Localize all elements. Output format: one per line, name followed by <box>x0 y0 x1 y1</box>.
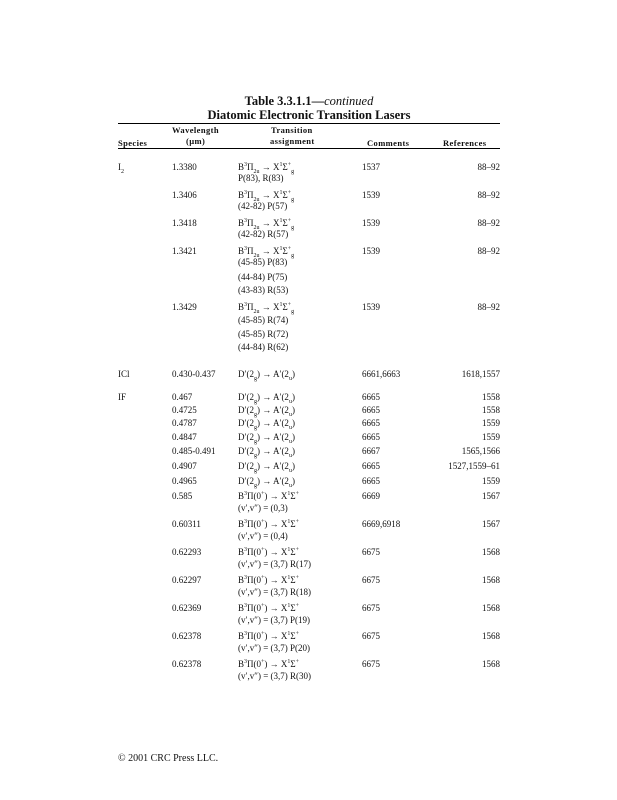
table-cell-references: 1565,1566 <box>461 446 500 456</box>
table-cell-references: 1567 <box>482 491 500 501</box>
table-cell-transition: (v′,v″) = (0,4) <box>238 531 288 541</box>
table-cell-comments: 6665 <box>362 418 380 428</box>
header-top-rule <box>118 123 500 124</box>
table-cell-references: 1568 <box>482 603 500 613</box>
table-cell-references: 1559 <box>482 432 500 442</box>
table-cell-comments: 6667 <box>362 446 380 456</box>
table-cell-comments: 1539 <box>362 218 380 228</box>
table-cell-comments: 6661,6663 <box>362 369 401 379</box>
table-cell-references: 1559 <box>482 418 500 428</box>
table-cell-wavelength: 1.3429 <box>172 302 197 312</box>
table-cell-wavelength: 0.4847 <box>172 432 197 442</box>
table-cell-transition: $D'(2_g) \to A'(2_u)$ <box>238 432 295 445</box>
header-species: Species <box>118 138 148 148</box>
table-number: Table 3.3.1.1 <box>244 94 312 108</box>
table-cell-comments: 1537 <box>362 162 380 172</box>
table-cell-comments: 6669,6918 <box>362 519 401 529</box>
table-cell-transition: $B^3\Pi_{2u} \to X^1\Sigma^+_g$ <box>238 246 295 259</box>
table-cell-transition: (42-82) R(57) <box>238 229 289 239</box>
copyright-footer: © 2001 CRC Press LLC. <box>118 753 219 764</box>
table-cell-transition: $D'(2_g) \to A'(2_u)$ <box>238 461 295 474</box>
table-cell-references: 88–92 <box>477 162 500 172</box>
table-cell-transition: $D'(2_g) \to A'(2_u)$ <box>238 476 295 489</box>
table-cell-species: IF <box>118 392 127 402</box>
table-cell-transition: $B^3\Pi_{2u} \to X^1\Sigma^+_g$ <box>238 162 295 175</box>
table-cell-wavelength: 0.62378 <box>172 631 202 641</box>
table-cell-references: 1568 <box>482 631 500 641</box>
table-cell-wavelength: 0.485-0.491 <box>172 446 216 456</box>
table-cell-comments: 1539 <box>362 190 380 200</box>
table-cell-references: 1527,1559–61 <box>448 461 500 471</box>
table-cell-comments: 6665 <box>362 392 380 402</box>
table-cell-references: 1568 <box>482 575 500 585</box>
continued-label: continued <box>324 94 374 108</box>
table-cell-transition: (45-85) R(74) <box>238 315 289 325</box>
table-cell-transition: $B^3\Pi(0^+) \to X^1\Sigma^+$ <box>238 603 300 613</box>
table-cell-comments: 1539 <box>362 302 380 312</box>
title-dash: — <box>311 94 325 108</box>
table-cell-wavelength: 0.62378 <box>172 659 202 669</box>
table-cell-transition: $B^3\Pi(0^+) \to X^1\Sigma^+$ <box>238 575 300 585</box>
table-cell-transition: (45-85) P(83) <box>238 257 288 267</box>
table-cell-references: 1568 <box>482 547 500 557</box>
table-cell-transition: $B^3\Pi_{2u} \to X^1\Sigma^+_g$ <box>238 218 295 231</box>
header-references: References <box>443 138 487 148</box>
table-cell-references: 88–92 <box>477 218 500 228</box>
table-title-line <box>118 94 500 108</box>
table-cell-wavelength: 1.3418 <box>172 218 197 228</box>
table-cell-transition: $B^3\Pi_{2u} \to X^1\Sigma^+_g$ <box>238 190 295 203</box>
table-cell-wavelength: 0.585 <box>172 491 193 501</box>
table-cell-comments: 6675 <box>362 547 380 557</box>
header-wavelength-unit: (µm) <box>186 136 206 146</box>
table-cell-references: 1567 <box>482 519 500 529</box>
table-cell-comments: 6675 <box>362 659 380 669</box>
table-cell-transition: (43-83) R(53) <box>238 285 289 295</box>
table-cell-comments: 6665 <box>362 432 380 442</box>
table-cell-references: 1558 <box>482 392 500 402</box>
table-cell-transition: $D'(2_g) \to A'(2_u)$ <box>238 446 295 459</box>
table-cell-transition: (v′,v″) = (0,3) <box>238 503 288 513</box>
table-cell-transition: (45-85) R(72) <box>238 329 289 339</box>
header-assignment: assignment <box>270 136 315 146</box>
table-cell-comments: 6675 <box>362 631 380 641</box>
table-cell-species: $I_2$ <box>118 162 124 175</box>
table-cell-references: 1558 <box>482 405 500 415</box>
header-comments: Comments <box>367 138 410 148</box>
table-cell-comments: 6669 <box>362 491 380 501</box>
header-wavelength: Wavelength <box>172 125 219 135</box>
table-cell-transition: $D'(2_g) \to A'(2_u)$ <box>238 418 295 431</box>
table-cell-transition: (42-82) P(57) <box>238 201 288 211</box>
table-cell-references: 1618,1557 <box>461 369 500 379</box>
table-cell-transition: (44-84) P(75) <box>238 272 288 282</box>
table-cell-transition: P(83), R(83) <box>238 173 284 183</box>
table-cell-wavelength: 0.60311 <box>172 519 201 529</box>
table-cell-transition: $B^3\Pi(0^+) \to X^1\Sigma^+$ <box>238 547 300 557</box>
table-cell-species: ICl <box>118 369 130 379</box>
table-title: Diatomic Electronic Transition Lasers <box>207 108 411 122</box>
table-cell-wavelength: 0.62369 <box>172 603 202 613</box>
table-cell-wavelength: 1.3380 <box>172 162 197 172</box>
table-cell-wavelength: 0.467 <box>172 392 193 402</box>
table-cell-transition: $B^3\Pi(0^+) \to X^1\Sigma^+$ <box>238 631 300 641</box>
table-cell-wavelength: 1.3421 <box>172 246 197 256</box>
table-cell-comments: 6665 <box>362 405 380 415</box>
table-cell-transition: $D'(2_g) \to A'(2_u)$ <box>238 369 295 382</box>
table-cell-comments: 6665 <box>362 461 380 471</box>
table-cell-wavelength: 0.62297 <box>172 575 202 585</box>
table-cell-transition: $D'(2_g) \to A'(2_u)$ <box>238 392 295 405</box>
table-cell-transition: (v′,v″) = (3,7) R(17) <box>238 559 312 569</box>
table-cell-transition: (v′,v″) = (3,7) P(20) <box>238 643 311 653</box>
table-cell-transition: $B^3\Pi(0^+) \to X^1\Sigma^+$ <box>238 519 300 529</box>
table-cell-references: 88–92 <box>477 190 500 200</box>
table-cell-transition: $B^3\Pi_{2u} \to X^1\Sigma^+_g$ <box>238 302 295 315</box>
table-cell-wavelength: 0.4965 <box>172 476 197 486</box>
header-bottom-rule <box>118 148 500 149</box>
table-cell-comments: 6675 <box>362 603 380 613</box>
table-cell-wavelength: 1.3406 <box>172 190 197 200</box>
table-cell-transition: (v′,v″) = (3,7) P(19) <box>238 615 311 625</box>
header-transition: Transition <box>271 125 313 135</box>
table-cell-comments: 1539 <box>362 246 380 256</box>
table-cell-references: 1568 <box>482 659 500 669</box>
table-cell-wavelength: 0.430-0.437 <box>172 369 216 379</box>
table-cell-references: 88–92 <box>477 246 500 256</box>
table-cell-transition: $D'(2_g) \to A'(2_u)$ <box>238 405 295 418</box>
table-cell-transition: (v′,v″) = (3,7) R(30) <box>238 671 312 681</box>
table-cell-references: 88–92 <box>477 302 500 312</box>
table-cell-transition: (v′,v″) = (3,7) R(18) <box>238 587 312 597</box>
table-cell-wavelength: 0.4787 <box>172 418 197 428</box>
table-cell-comments: 6665 <box>362 476 380 486</box>
table-cell-transition: $B^3\Pi(0^+) \to X^1\Sigma^+$ <box>238 491 300 501</box>
table-cell-references: 1559 <box>482 476 500 486</box>
table-cell-wavelength: 0.4725 <box>172 405 197 415</box>
table-cell-comments: 6675 <box>362 575 380 585</box>
table-cell-transition: (44-84) R(62) <box>238 342 289 352</box>
table-cell-transition: $B^3\Pi(0^+) \to X^1\Sigma^+$ <box>238 659 300 669</box>
table-cell-wavelength: 0.62293 <box>172 547 202 557</box>
table-cell-wavelength: 0.4907 <box>172 461 197 471</box>
